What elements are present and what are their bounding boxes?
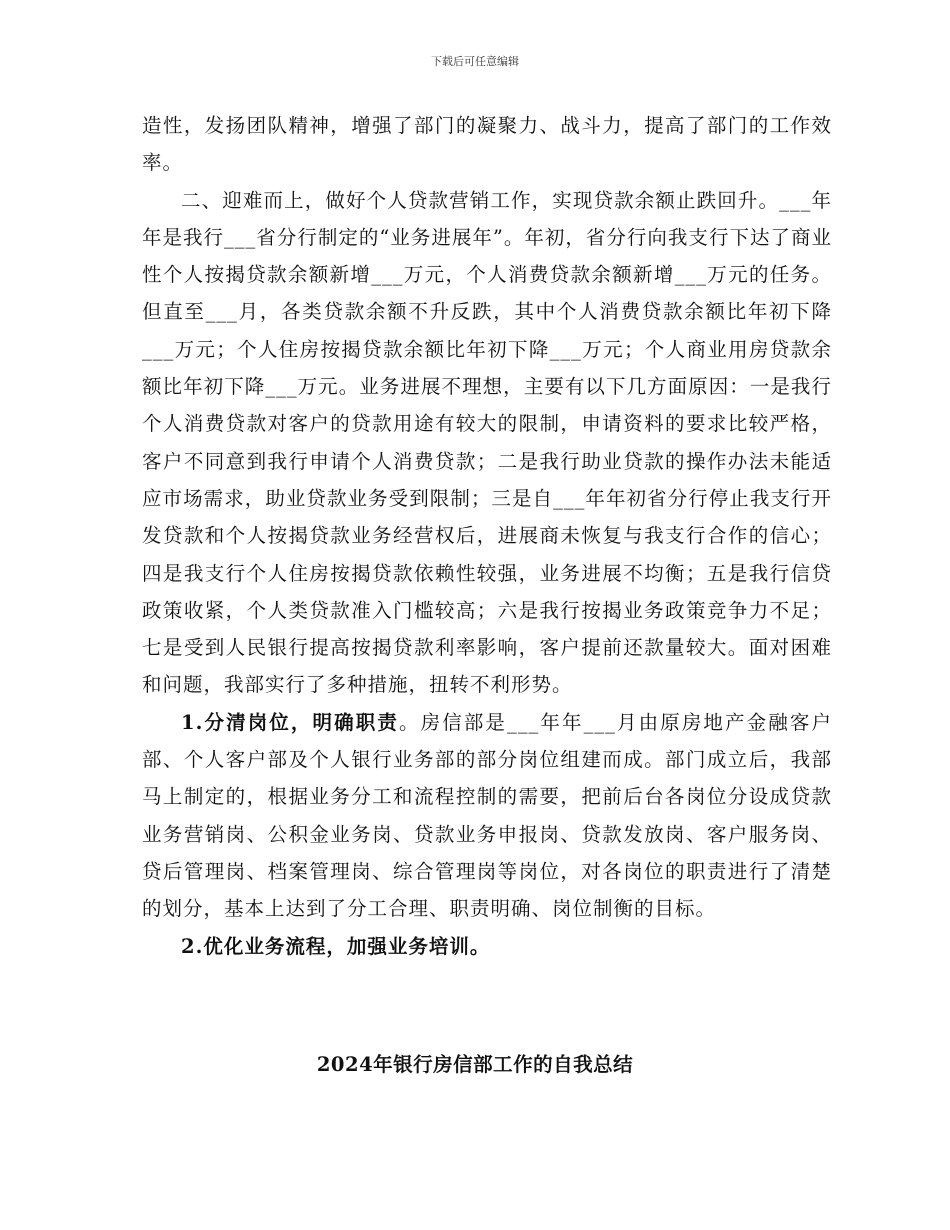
paragraph-3 <box>142 704 832 928</box>
paragraph-2: 二、迎难而上，做好个人贷款营销工作，实现贷款余额止跌回升。___年年是我行___省分行制定的“业务进展年”。年初，省分行向我支行下达了商业性个人按揭贷款余额新增___万元，个人消费贷款余额新增___万元的任务。但直至___月，各类贷款余额不升反跌，其中个人消费贷款余额比年初下降___万元；个人住房按揭贷款余额比年初下降___万元；个人商业用房贷款余额比年初下降___万元。业务进展不理想，主要有以下几方面原因：一是我行个人消费贷款对客户的贷款用途有较大的限制，申请资料的要求比较严格，客户不同意到我行申请个人消费贷款；二是我行助业贷款的操作办法未能适应市场需求，助业贷款业务受到限制；三是自___年年初省分行停止我支行开发贷款和个人按揭贷款业务经营权后，进展商未恢复与我支行合作的信心；四是我支行个人住房按揭贷款依赖性较强，业务进展不均衡；五是我行信贷政策收紧，个人类贷款准入门槛较高；六是我行按揭业务政策竞争力不足；七是受到人民银行提高按揭贷款利率影响，客户提前还款量较大。面对困难和问题，我部实行了多种措施，扭转不利形势。 <box>142 188 832 697</box>
paragraph-3-body: 。房信部是___年年___月由原房地产金融客户部、个人客户部及个人银行业务部的部分岗位组建而成。部门成立后，我部马上制定的，根据业务分工和流程控制的需要，把前后台各岗位分设成贷款业务营销岗、公积金业务岗、贷款业务申报岗、贷款发放岗、客户服务岗、贷后管理岗、档案管理岗、综合管理岗等岗位，对各岗位的职责进行了清楚的划分，基本上达到了分工合理、职责明确、岗位制衡的目标。 <box>142 710 832 921</box>
page-header: 下载后可任意编辑 <box>431 55 519 68</box>
section-heading-1: 1.分清岗位，明确职责 <box>181 710 399 734</box>
paragraph-1: 造性，发扬团队精神，增强了部门的凝聚力、战斗力，提高了部门的工作效率。 <box>142 114 832 175</box>
section-heading-2: 2.优化业务流程，加强业务培训。 <box>181 934 491 958</box>
document-title: 2024年银行房信部工作的自我总结 <box>316 1053 634 1076</box>
document-body <box>142 107 832 965</box>
